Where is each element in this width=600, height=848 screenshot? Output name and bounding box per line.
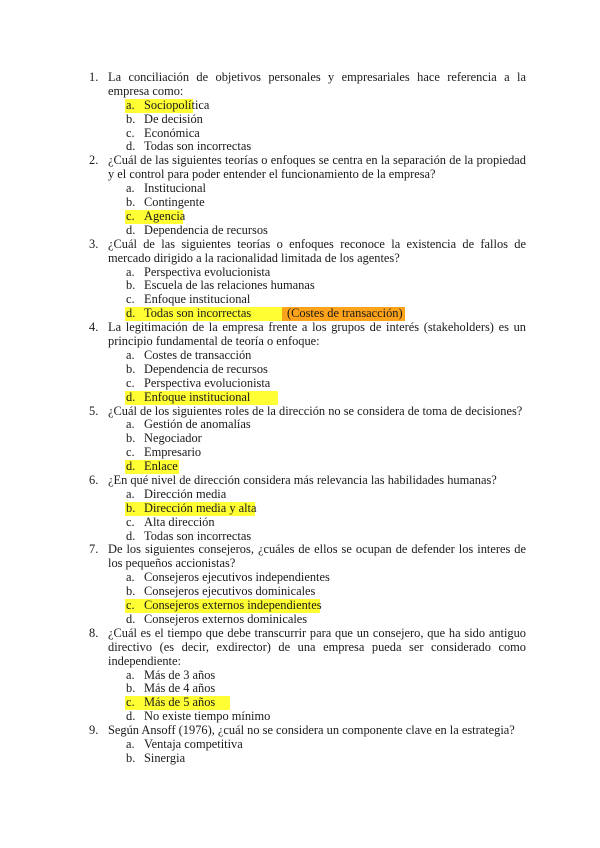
answer-option: [0, 210, 600, 224]
option-text: Negociador: [144, 431, 202, 446]
answer-option: [0, 460, 600, 474]
option-letter: c.: [126, 514, 135, 529]
option-text: Todas son incorrectas: [144, 306, 252, 321]
question-5: [0, 405, 600, 474]
answer-option: [0, 182, 600, 196]
question-text: De los siguientes consejeros, ¿cuáles de ellos se ocupan de defender los interes de los pequeños accionistas?: [108, 542, 526, 571]
question-7: [0, 543, 600, 626]
option-text: Todas son incorrectas: [144, 139, 252, 154]
option-letter: a.: [126, 181, 135, 196]
answer-option: [0, 446, 600, 460]
question-number: 2.: [89, 153, 99, 168]
option-text: Más de 3 años: [144, 667, 216, 682]
option-letter: d.: [126, 389, 136, 404]
answer-option: [0, 710, 600, 724]
answer-option: [0, 113, 600, 127]
option-text: Perspectiva evolucionista: [144, 375, 271, 390]
answer-option: [0, 530, 600, 544]
option-text: Enfoque institucional: [144, 389, 251, 404]
option-text: Enlace: [144, 459, 178, 474]
option-letter: b.: [126, 500, 136, 515]
option-text: Alta dirección: [144, 514, 215, 529]
option-letter: a.: [126, 737, 135, 751]
answer-option: [0, 293, 600, 307]
option-letter: c.: [126, 598, 135, 613]
answer-option: [0, 613, 600, 627]
option-text: Sociopolítica: [144, 97, 210, 112]
question-text: Según Ansoff (1976), ¿cuál no se considera un componente clave en la estrategia?: [108, 723, 515, 738]
answer-option: [0, 307, 600, 321]
answer-option: [0, 502, 600, 516]
question-number: 3.: [89, 236, 99, 251]
option-text: Gestión de anomalías: [144, 417, 251, 432]
answer-option: [0, 418, 600, 432]
option-text: Dirección media y alta: [144, 500, 257, 515]
question-number: 8.: [89, 625, 99, 640]
option-letter: d.: [126, 306, 136, 321]
option-text: Ventaja competitiva: [144, 737, 243, 751]
question-number: 5.: [89, 403, 99, 418]
question-text: La conciliación de objetivos personales y empresariales hace referencia a la empresa como:: [108, 70, 526, 98]
answer-option: [0, 140, 600, 154]
question-9: [0, 724, 600, 766]
answer-option: [0, 363, 600, 377]
question-6: [0, 474, 600, 543]
option-letter: b.: [126, 431, 136, 446]
question-number: 9.: [89, 723, 99, 738]
option-letter: b.: [126, 750, 136, 765]
option-text: Agencia: [144, 208, 186, 223]
option-text: Dependencia de recursos: [144, 361, 268, 376]
option-text: Dependencia de recursos: [144, 222, 268, 237]
option-text: Económica: [144, 125, 200, 140]
option-text: Consejeros ejecutivos independientes: [144, 570, 330, 585]
option-text: Institucional: [144, 181, 206, 196]
option-text: Empresario: [144, 445, 202, 460]
option-letter: c.: [126, 292, 135, 307]
option-text: Perspectiva evolucionista: [144, 264, 271, 279]
answer-option: [0, 432, 600, 446]
question-text: ¿En qué nivel de dirección considera más relevancia las habilidades humanas?: [108, 472, 497, 487]
option-letter: d.: [126, 528, 136, 543]
option-text: No existe tiempo mínimo: [144, 709, 271, 724]
option-text: Contingente: [144, 195, 205, 210]
question-number: 4.: [89, 320, 99, 335]
question-text: ¿Cuál es el tiempo que debe transcurrir para que un consejero, que ha sido antiguo directivo (es decir, exdirector) de una empresa pueda ser considerado como independiente:: [108, 625, 526, 668]
answer-option: [0, 266, 600, 280]
question-text: La legitimación de la empresa frente a los grupos de interés (stakeholders) es un principio fundamental de teoría o enfoque:: [108, 320, 526, 349]
option-letter: d.: [126, 139, 136, 154]
option-text: Costes de transacción: [144, 347, 252, 362]
question-8: [0, 627, 600, 724]
option-letter: b.: [126, 361, 136, 376]
answer-option: [0, 585, 600, 599]
option-letter: b.: [126, 584, 136, 599]
option-text: Más de 4 años: [144, 681, 216, 696]
option-letter: b.: [126, 681, 136, 696]
question-text: ¿Cuál de las siguientes teorías o enfoques se centra en la separación de la propiedad y el control para poder entender el funcionamiento de la empresa?: [108, 153, 526, 182]
option-letter: d.: [126, 611, 136, 626]
answer-option: [0, 99, 600, 113]
option-text: Enfoque institucional: [144, 292, 251, 307]
answer-option: [0, 682, 600, 696]
answer-option: [0, 279, 600, 293]
option-letter: c.: [126, 125, 135, 140]
answer-option: [0, 752, 600, 766]
option-letter: c.: [126, 375, 135, 390]
answer-option: [0, 127, 600, 141]
option-letter: c.: [126, 695, 135, 710]
question-1: [0, 71, 600, 154]
option-letter: b.: [126, 111, 136, 126]
option-text: De decisión: [144, 111, 203, 126]
option-letter: b.: [126, 278, 136, 293]
question-number: 6.: [89, 472, 99, 487]
option-letter: a.: [126, 570, 135, 585]
answer-option: [0, 669, 600, 683]
question-number: 7.: [89, 542, 99, 557]
answer-option: [0, 391, 600, 405]
option-letter: a.: [126, 264, 135, 279]
answer-note: (Costes de transacción): [282, 307, 405, 321]
option-text: Consejeros ejecutivos dominicales: [144, 584, 316, 599]
answer-option: [0, 696, 600, 710]
question-list: [0, 71, 600, 766]
answer-option: [0, 738, 600, 752]
option-letter: b.: [126, 195, 136, 210]
option-text: Dirección media: [144, 486, 227, 501]
question-number: 1.: [89, 70, 99, 84]
option-text: Todas son incorrectas: [144, 528, 252, 543]
answer-option: [0, 516, 600, 530]
question-3: [0, 238, 600, 321]
option-letter: a.: [126, 417, 135, 432]
option-text: Consejeros externos dominicales: [144, 611, 308, 626]
option-letter: a.: [126, 347, 135, 362]
answer-option: [0, 377, 600, 391]
option-text: Más de 5 años: [144, 695, 216, 710]
option-text: Consejeros externos independientes: [144, 598, 322, 613]
option-letter: d.: [126, 222, 136, 237]
answer-option: [0, 571, 600, 585]
question-4: [0, 321, 600, 404]
option-letter: a.: [126, 667, 135, 682]
option-letter: c.: [126, 208, 135, 223]
option-letter: a.: [126, 486, 135, 501]
option-text: Sinergia: [144, 750, 186, 765]
option-letter: d.: [126, 459, 136, 474]
answer-option: [0, 196, 600, 210]
option-letter: d.: [126, 709, 136, 724]
option-text: Escuela de las relaciones humanas: [144, 278, 315, 293]
option-letter: a.: [126, 97, 135, 112]
question-text: ¿Cuál de los siguientes roles de la dirección no se considera de toma de decisiones?: [108, 403, 523, 418]
question-2: [0, 154, 600, 237]
answer-option: [0, 224, 600, 238]
answer-option: [0, 488, 600, 502]
option-letter: c.: [126, 445, 135, 460]
answer-option: [0, 599, 600, 613]
question-text: ¿Cuál de las siguientes teorías o enfoques reconoce la existencia de fallos de mercado dirigido a la racionalidad limitada de los agentes?: [108, 236, 526, 265]
answer-option: [0, 349, 600, 363]
